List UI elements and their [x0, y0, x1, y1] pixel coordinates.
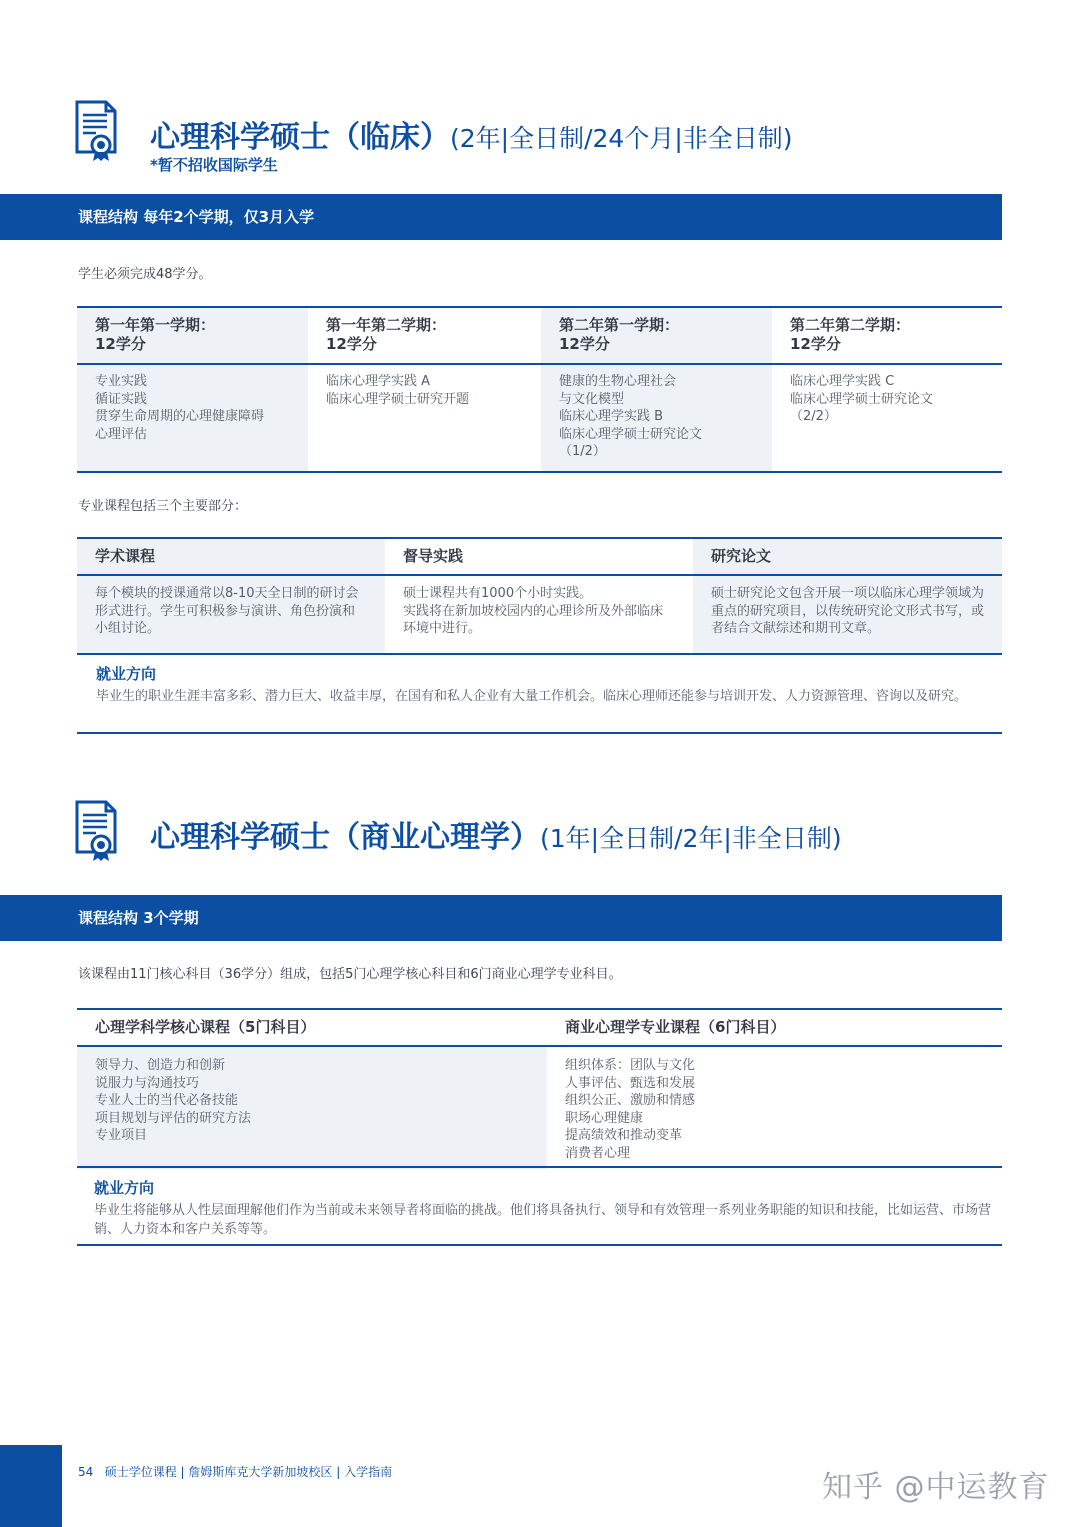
business-table-head: [77, 1010, 1002, 1047]
footer-text: 硕士学位课程 | 詹姆斯库克大学新加坡校区 | 入学指南: [104, 1465, 393, 1479]
section1-career-bottom-rule: [77, 732, 1002, 734]
section1-career-text: 毕业生的职业生涯丰富多彩、潜力巨大、收益丰厚，在国有和私人企业有大量工作机会。临床心理师还能参与培训开发、人力资源管理、咨询以及研究。: [96, 689, 968, 704]
section1-components-intro: 专业课程包括三个主要部分：: [78, 499, 248, 514]
semester-table: [77, 306, 1002, 473]
semester-header-3: [541, 308, 772, 363]
section2-intro: 该课程由11门核心科目（36学分）组成，包括5门心理学核心科目和6门商业心理学专业科目。: [78, 967, 622, 982]
semester-header-1: [77, 308, 308, 363]
semester-name: 第一年第一学期：: [95, 316, 216, 334]
footer-blue-block: [0, 1445, 62, 1527]
section2-career-text: 毕业生将能够从人性层面理解他们作为当前或未来领导者将面临的挑战。他们将具备执行、领导和有效管理一系列业务职能的知识和技能，比如运营、市场营销、人力资本和客户关系等等。: [94, 1203, 992, 1237]
component-header-3: 研究论文: [693, 539, 1002, 574]
semester-courses-2: 临床心理学实践 A 临床心理学硕士研究开题: [326, 374, 470, 407]
component-header-1: 学术课程: [77, 539, 385, 574]
business-table-body: [77, 1047, 1002, 1169]
section2-career-bottom-rule: [77, 1244, 1002, 1246]
section1-structure-bar: 课程结构 每年2个学期，仅3月入学: [0, 194, 1002, 240]
section1-career-top-rule: [77, 653, 1002, 655]
section1-career: [96, 663, 991, 706]
section1-career-title: 就业方向: [96, 665, 157, 683]
core-courses-list: 领导力、创造力和创新 说服力与沟通技巧 专业人士的当代必备技能 项目规划与评估的研究方法 专业项目: [77, 1047, 547, 1169]
section1-title: 心理科学硕士（临床）: [150, 120, 450, 155]
section1-title-row: [150, 112, 793, 156]
business-table: [77, 1008, 1002, 1169]
component-text-2: 硕士课程共有1000个小时实践。 实践将在新加坡校园内的心理诊所及外部临床环境中进行。: [403, 586, 664, 636]
section2-career-top-rule: [77, 1166, 1002, 1168]
page-number: 54: [78, 1465, 94, 1479]
section2-certificate-icon: [74, 800, 118, 862]
watermark: 知乎 @中运教育: [822, 1470, 1050, 1505]
component-text-3: 硕士研究论文包含开展一项以临床心理学领域为重点的研究项目，以传统研究论文形式书写，或者结合文献综述和期刊文章。: [693, 576, 1002, 654]
semester-name: 第一年第二学期：: [326, 316, 447, 334]
semester-name: 第二年第一学期：: [559, 316, 680, 334]
components-table-head: [77, 539, 1002, 576]
component-header-2: 督导实践: [403, 547, 464, 565]
footer: [78, 1463, 392, 1480]
section2-structure-bar: 课程结构 3个学期: [0, 895, 1002, 941]
component-text-1: 每个模块的授课通常以8-10天全日制的研讨会形式进行。学生可积极参与演讲、角色扮演和小组讨论。: [77, 576, 385, 654]
components-table-body: [77, 576, 1002, 654]
semester-courses-4: 临床心理学实践 C 临床心理学硕士研究论文 （2/2）: [790, 374, 934, 424]
specialist-courses-header: 商业心理学专业课程（6门科目）: [565, 1018, 786, 1036]
components-table: [77, 537, 1002, 654]
section1-intro: 学生必须完成48学分。: [78, 267, 212, 282]
semester-credits: 12学分: [790, 335, 841, 353]
semester-name: 第二年第二学期：: [790, 316, 911, 334]
section2-title: 心理科学硕士（商业心理学）: [150, 820, 540, 855]
section2-title-row: [150, 812, 842, 856]
specialist-courses-list: 组织体系：团队与文化 人事评估、甄选和发展 组织公正、激励和情感 职场心理健康 提高绩效和推动变革 消费者心理: [565, 1058, 696, 1161]
semester-courses-3: 健康的生物心理社会 与文化模型 临床心理学实践 B 临床心理学硕士研究论文 （1/2）: [541, 365, 772, 471]
section1-subtitle: (2年|全日制/24个月|非全日制): [450, 124, 793, 153]
section2-subtitle: (1年|全日制/2年|非全日制): [540, 824, 842, 853]
semester-header-4: [772, 308, 1002, 363]
section1-certificate-icon: [74, 100, 118, 162]
section1-note: *暂不招收国际学生: [150, 156, 278, 174]
section2-career: [94, 1177, 991, 1239]
semester-courses-1: 专业实践 循证实践 贯穿生命周期的心理健康障碍 心理评估: [77, 365, 308, 471]
semester-credits: 12学分: [559, 335, 610, 353]
semester-table-head: [77, 308, 1002, 365]
semester-credits: 12学分: [326, 335, 377, 353]
semester-table-body: [77, 365, 1002, 471]
section2-career-title: 就业方向: [94, 1179, 155, 1197]
semester-credits: 12学分: [95, 335, 146, 353]
core-courses-header: 心理学科学核心课程（5门科目）: [95, 1018, 316, 1036]
semester-header-2: [308, 308, 541, 363]
